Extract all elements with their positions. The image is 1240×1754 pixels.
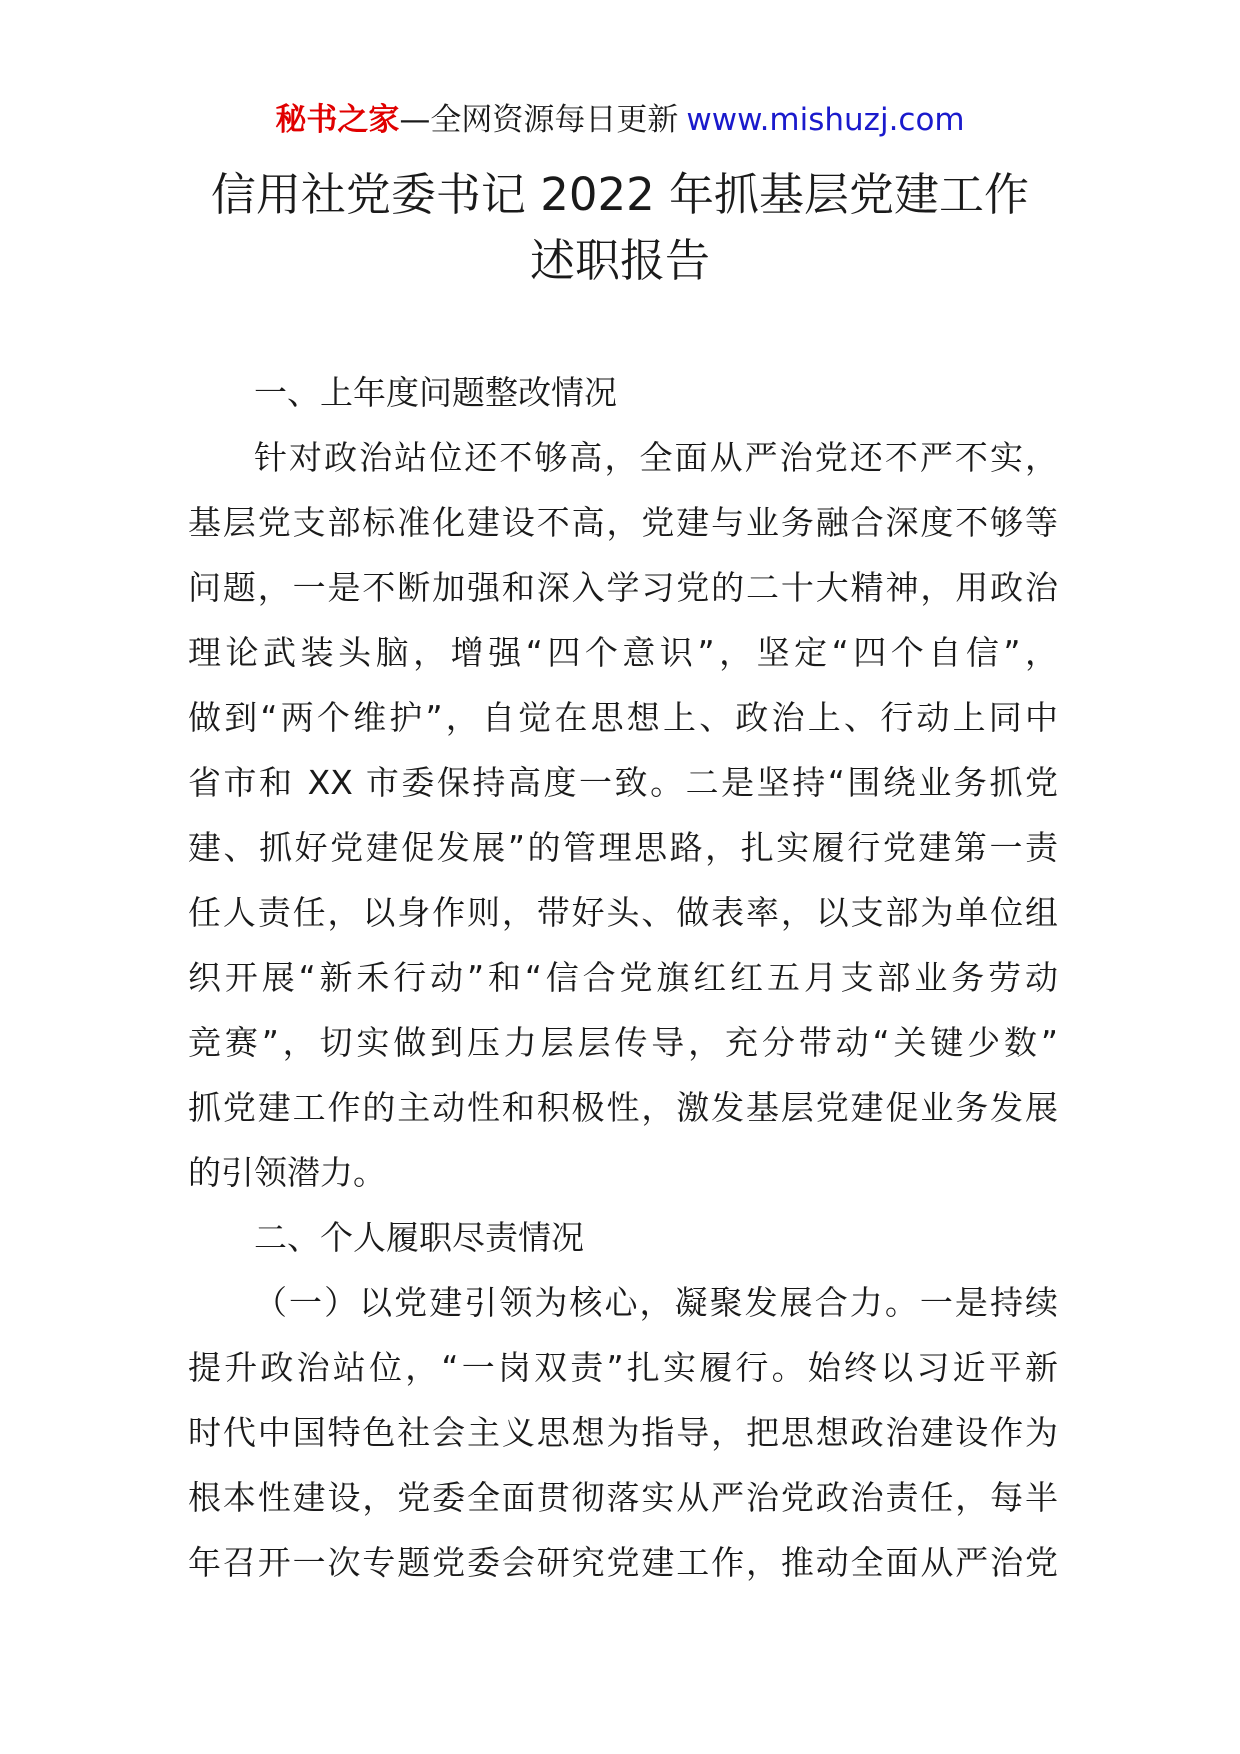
paragraph-line: 年召开一次专题党委会研究党建工作，推动全面从严治党	[188, 1543, 1058, 1582]
paragraph-line: （一）以党建引领为核心，凝聚发展合力。一是持续	[254, 1283, 1058, 1322]
paragraph-line: 提升政治站位，“一岗双责”扎实履行。始终以习近平新	[188, 1348, 1058, 1387]
paragraph-line: 针对政治站位还不够高，全面从严治党还不严不实，	[254, 438, 1058, 477]
document-body	[188, 360, 1058, 1595]
paragraph-line: 理论武装头脑，增强“四个意识”，坚定“四个自信”，	[188, 633, 1058, 672]
paragraph-line: 的引领潜力。	[188, 1153, 386, 1192]
section-heading-2: 二、个人履职尽责情况	[254, 1218, 584, 1257]
site-header	[0, 100, 1240, 140]
paragraph-line: 做到“两个维护”，自觉在思想上、政治上、行动上同中	[188, 698, 1058, 737]
site-url-link[interactable]: www.mishuzj.com	[686, 102, 965, 138]
paragraph-line: 织开展“新禾行动”和“信合党旗红红五月支部业务劳动	[188, 958, 1058, 997]
paragraph-line: 根本性建设，党委全面贯彻落实从严治党政治责任，每半	[188, 1478, 1058, 1517]
document-title	[0, 162, 1240, 294]
title-line-1: 信用社党委书记 2022 年抓基层党建工作	[210, 168, 1030, 221]
paragraph-line: 建、抓好党建促发展”的管理思路，扎实履行党建第一责	[188, 828, 1058, 867]
paragraph-line: 基层党支部标准化建设不高，党建与业务融合深度不够等	[188, 503, 1058, 542]
paragraph-line: 任人责任，以身作则，带好头、做表率，以支部为单位组	[188, 893, 1058, 932]
paragraph-line: 问题，一是不断加强和深入学习党的二十大精神，用政治	[188, 568, 1058, 607]
paragraph-line: 省市和 XX 市委保持高度一致。二是坚持“围绕业务抓党	[188, 763, 1058, 802]
paragraph-line: 抓党建工作的主动性和积极性，激发基层党建促业务发展	[188, 1088, 1058, 1127]
title-line-2: 述职报告	[529, 234, 710, 287]
paragraph-line: 时代中国特色社会主义思想为指导，把思想政治建设作为	[188, 1413, 1058, 1452]
section-heading-1: 一、上年度问题整改情况	[254, 373, 617, 412]
header-tagline: —全网资源每日更新	[399, 102, 679, 138]
paragraph-line: 竞赛”，切实做到压力层层传导，充分带动“关键少数”	[188, 1023, 1058, 1062]
brand-name: 秘书之家	[275, 102, 400, 138]
